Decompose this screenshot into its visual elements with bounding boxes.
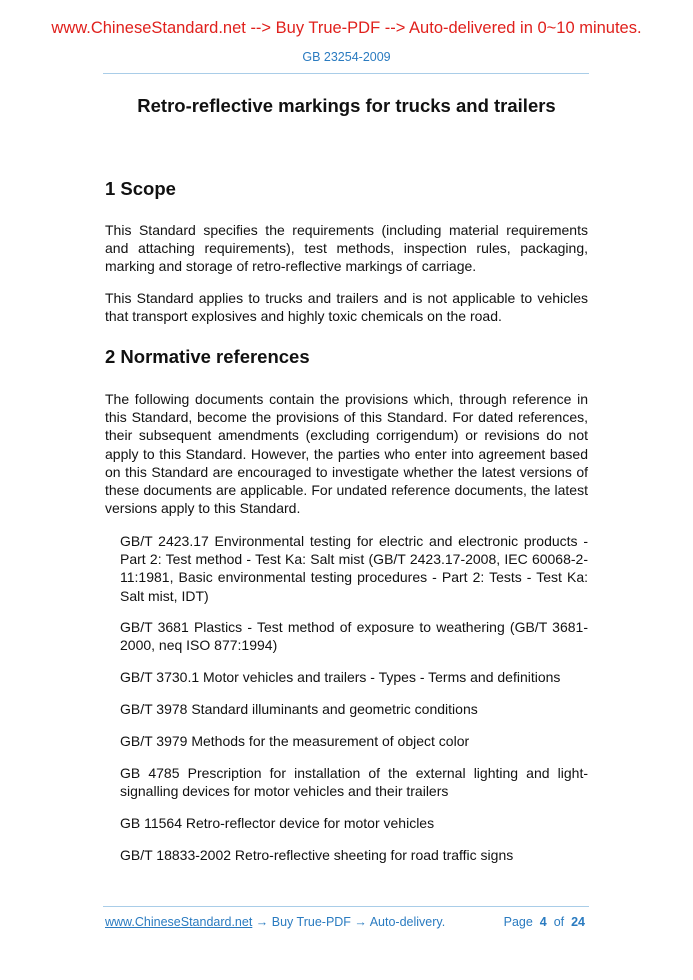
current-page: 4 (539, 915, 547, 929)
paragraph: This Standard specifies the requirements (including material requirements and attaching requirements), test methods, inspection rules, packaging, marking and storage of retro-reflective markings of carriage. (105, 222, 588, 275)
section-heading-normative-references: 2 Normative references (105, 346, 310, 367)
standard-number: GB 23254-2009 (302, 50, 391, 64)
section-heading-scope: 1 Scope (105, 178, 176, 199)
footer-link[interactable]: www.ChineseStandard.net (105, 915, 253, 929)
reference-item: GB/T 18833-2002 Retro-reflective sheeting for road traffic signs (120, 847, 514, 863)
footer (105, 915, 585, 929)
paragraph: The following documents contain the provisions which, through reference in this Standard, become the provisions of this Standard. For dated references, their subsequent amendments (excluding corrigendum) or revisions do not apply to this Standard. However, the parties who enter into agreement based on this Standard are encouraged to investigate whether the latest versions of these documents are applicable. For undated reference documents, the latest versions apply to this Standard. (105, 391, 588, 517)
reference-item: GB/T 3978 Standard illuminants and geometric conditions (120, 701, 478, 717)
reference-item: GB/T 3979 Methods for the measurement of object color (120, 733, 470, 749)
footer-text: → Buy True-PDF → Auto-delivery. (252, 915, 446, 929)
reference-item: GB 4785 Prescription for installation of the external lighting and light-signalling devices for motor vehicles and their trailers (120, 765, 588, 800)
header-divider (103, 73, 589, 74)
total-pages: 24 (571, 915, 585, 929)
reference-item: GB/T 3730.1 Motor vehicles and trailers - Types - Terms and definitions (120, 669, 561, 685)
document-title: Retro-reflective markings for trucks and trailers (137, 95, 556, 116)
promo-banner: www.ChineseStandard.net --> Buy True-PDF --> Auto-delivered in 0~10 minutes. (51, 19, 642, 37)
paragraph: This Standard applies to trucks and trailers and is not applicable to vehicles that transport explosives and highly toxic chemicals on the road. (105, 290, 588, 325)
reference-item: GB 11564 Retro-reflector device for motor vehicles (120, 815, 435, 831)
reference-item: GB/T 3681 Plastics - Test method of exposure to weathering (GB/T 3681-2000, neq ISO 877:1994) (120, 619, 588, 654)
footer-divider (103, 906, 589, 907)
reference-item: GB/T 2423.17 Environmental testing for electric and electronic products - Part 2: Test method - Test Ka: Salt mist (GB/T 2423.17-2008, IEC 60068-2-11:1981, Basic environmental testing procedures - Part 2: Tests - Test Ka: Salt mist, IDT) (120, 533, 588, 604)
page-indicator: Page 4 of 24 (503, 915, 585, 929)
